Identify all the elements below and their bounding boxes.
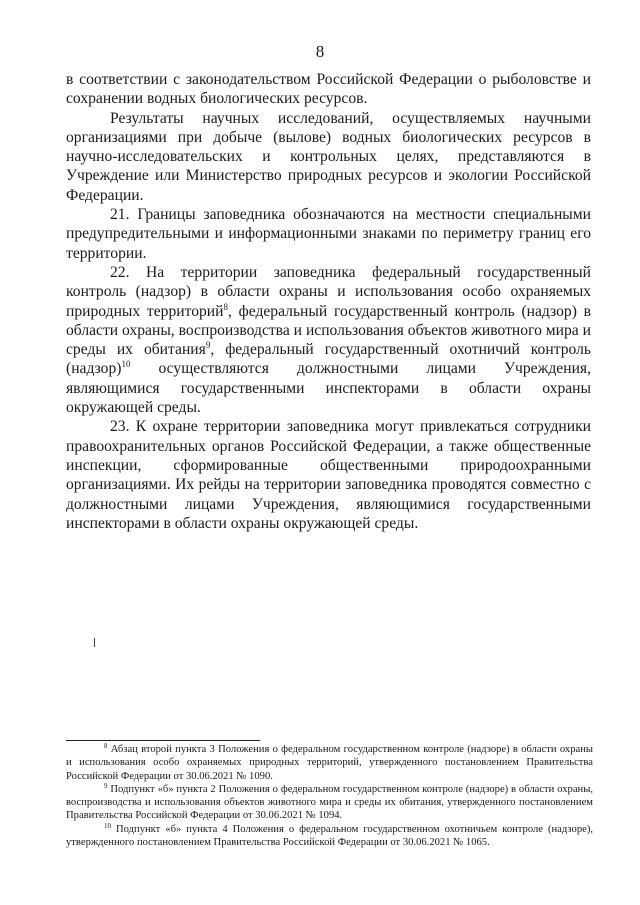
paragraph-continuation: в соответствии с законодательством Российской Федерации о рыболовстве и сохранении водных биологических ресурсов. [66, 71, 591, 108]
page-number: 8 [315, 42, 325, 61]
paragraph-21-boundaries: 21. Границы заповедника обозначаются на местности специальными предупредительными и информационными знаками по периметру границ его территории. [66, 206, 591, 262]
paragraph-22-text-1: 22. На территории заповедника федеральный государственный контроль (надзор) в области охраны и использования особо охраняемых природных территорий [66, 263, 591, 320]
footnote-number: 8 [104, 742, 108, 750]
footnote-separator [66, 740, 260, 741]
footnote-ref-9[interactable]: 9 [205, 340, 211, 351]
paragraph-22-text-4: осуществляются должностными лицами Учреждения, являющимися государственными инспекторами в области охраны окружающей среды. [66, 360, 591, 417]
scan-mark [94, 638, 95, 647]
footnote-number: 10 [104, 821, 111, 830]
footnote-ref-10[interactable]: 10 [121, 359, 131, 370]
footnote-text: Подпункт «б» пункта 2 Положения о федеральном государственном контроле (надзоре) в области охраны, воспроизводства и использования объектов животного мира и среды их обитания, утвержденного постановлением Правительства Российской Федерации от 30.06.2021 № 1094. [66, 783, 593, 822]
paragraph-23-protection: 23. К охране территории заповедника могут привлекаться сотрудники правоохранительных органов Российской Федерации, а также общественные инспекции, сформированные общественными природоохранными организациями. Их рейды на территории заповедника проводятся совместно с должностными лицами Учреждения, являющимися государственными инспекторами в области охраны окружающей среды. [66, 418, 591, 532]
paragraph-research-results: Результаты научных исследований, осуществляемых научными организациями при добыче (вылове) водных биологических ресурсов в научно-исследовательских и контрольных целях, представляются в Учреждение или Министерство природных ресурсов и экологии Российской Федерации. [66, 109, 591, 204]
footnote-number: 9 [104, 781, 108, 790]
footnote-ref-8[interactable]: 8 [223, 301, 228, 312]
paragraph-22-control [66, 263, 591, 417]
footnote-9 [66, 783, 593, 823]
body-text [66, 70, 591, 533]
footnotes [66, 743, 593, 849]
paragraph-22-text-3: , федеральный государственный охотничий контроль (надзор) [66, 341, 591, 378]
footnote-10 [66, 823, 593, 850]
paragraph-22-text-2: , федеральный государственный контроль (надзор) в области охраны, воспроизводства и использования объектов животного мира и среды их обитания [66, 302, 592, 359]
footnote-8 [66, 743, 593, 783]
footnote-text: Абзац второй пункта 3 Положения о федеральном государственном контроле (надзоре) в области охраны и использования особо охраняемых природных территорий, утвержденного постановлением Правительства Российской Федерации от 30.06.2021 № 1090. [66, 744, 593, 782]
footnote-text: Подпункт «б» пункта 4 Положения о федеральном государственном охотничьем контроле (надзоре), утвержденного постановлением Правительства Российской Федерации от 30.06.2021 № 1065. [66, 823, 593, 849]
